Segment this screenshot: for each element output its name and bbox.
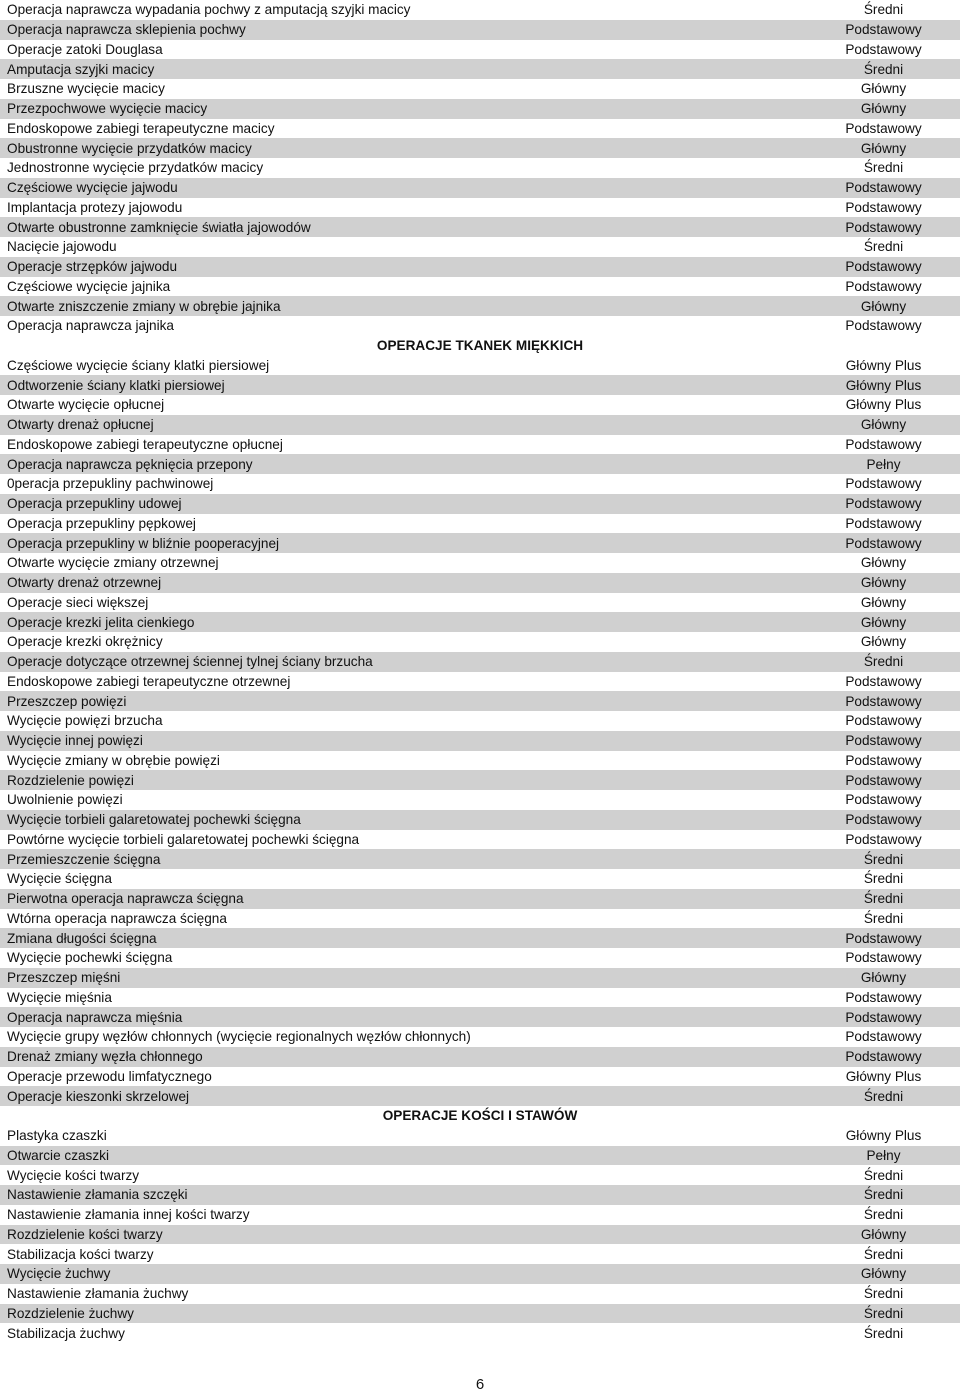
procedure-name: Przemieszczenie ścięgna [7,851,161,867]
procedure-name: Wycięcie powięzi brzucha [7,713,163,729]
procedure-name: Nastawienie złamania szczęki [7,1187,188,1203]
procedure-category: Podstawowy [845,950,922,966]
procedure-name: Endoskopowe zabiegi terapeutyczne otrzewnej [7,673,291,689]
table-row [0,494,960,514]
procedure-name: Wycięcie ścięgna [7,871,112,887]
procedure-name: Rozdzielenie powięzi [7,772,134,788]
procedure-name: Endoskopowe zabiegi terapeutyczne macicy [7,120,275,136]
procedure-name: Wycięcie kości twarzy [7,1167,140,1183]
table-row [0,553,960,573]
procedure-name: Wtórna operacja naprawcza ścięgna [7,910,227,926]
table-row [0,40,960,60]
table-row [0,316,960,336]
table-row [0,1047,960,1067]
procedure-category: Główny [860,101,907,117]
procedure-category: Podstawowy [845,812,922,828]
table-row [0,1264,960,1284]
procedure-category: Podstawowy [845,930,922,946]
table-row [0,296,960,316]
procedure-name: Wycięcie mięśnia [7,989,112,1005]
table-row [0,1304,960,1324]
procedure-category: Średni [863,1167,904,1183]
table-row [0,277,960,297]
procedure-name: Amputacja szyjki macicy [7,61,155,77]
table-row [0,198,960,218]
procedure-name: Nastawienie złamania żuchwy [7,1286,189,1302]
procedure-name: Operacje sieci większej [7,594,149,610]
table-row [0,849,960,869]
procedure-name: Wycięcie grupy węzłów chłonnych (wycięcie regionalnych węzłów chłonnych) [7,1029,471,1045]
table-row [0,99,960,119]
procedure-category: Główny [860,634,907,650]
procedure-name: Wycięcie innej powięzi [7,733,143,749]
table-row [0,573,960,593]
procedure-category: Podstawowy [845,752,922,768]
procedure-category: Główny [860,1226,907,1242]
procedure-category: Podstawowy [845,180,922,196]
procedure-category: Średni [863,910,904,926]
procedure-category: Podstawowy [845,436,922,452]
procedure-name: Obustronne wycięcie przydatków macicy [7,140,252,156]
table-row [0,612,960,632]
table-row [0,1126,960,1146]
table-row [0,593,960,613]
procedure-category: Średni [863,239,904,255]
procedure-name: Częściowe wycięcie ściany klatki piersiowej [7,357,270,373]
procedure-name: Operacja przepukliny pępkowej [7,515,196,531]
procedure-category: Podstawowy [845,673,922,689]
procedure-category: Średni [863,2,904,18]
procedure-name: Operacja naprawcza mięśnia [7,1009,183,1025]
table-row [0,415,960,435]
table-row [0,1067,960,1087]
procedure-name: Otwarte zniszczenie zmiany w obrębie jajnika [7,298,281,314]
procedure-name: Odtworzenie ściany klatki piersiowej [7,377,225,393]
table-row [0,1205,960,1225]
procedure-category: Główny Plus [845,1128,922,1144]
procedure-name: Operacja przepukliny w bliźnie pooperacyjnej [7,535,280,551]
table-row [0,928,960,948]
procedure-category: Główny [860,1266,907,1282]
procedure-name: Implantacja protezy jajowodu [7,199,183,215]
section-heading: OPERACJE KOŚCI I STAWÓW [0,1106,960,1126]
procedure-name: Pierwotna operacja naprawcza ścięgna [7,891,244,907]
table-row [0,711,960,731]
procedure-name: Endoskopowe zabiegi terapeutyczne opłucnej [7,436,283,452]
procedure-name: Przeszczep mięśni [7,970,121,986]
procedure-category: Główny Plus [845,377,922,393]
table-row [0,454,960,474]
procedure-category: Średni [863,1187,904,1203]
table-row [0,1027,960,1047]
table-row [0,1225,960,1245]
table-row [0,909,960,929]
procedure-name: Plastyka czaszki [7,1128,107,1144]
procedure-name: Wycięcie zmiany w obrębie powięzi [7,752,220,768]
table-row [0,869,960,889]
procedure-name: Wycięcie pochewki ścięgna [7,950,173,966]
table-row [0,1007,960,1027]
procedure-name: Powtórne wycięcie torbieli galaretowatej pochewki ścięgna [7,831,360,847]
procedure-category: Średni [863,1246,904,1262]
procedure-category: Średni [863,871,904,887]
procedure-name: Otwarty drenaż opłucnej [7,417,154,433]
procedure-category: Średni [863,891,904,907]
procedure-name: Otwarte obustronne zamknięcie światła jajowodów [7,219,311,235]
procedure-category: Średni [863,1286,904,1302]
procedure-category: Średni [863,654,904,670]
procedure-name: Operacja naprawcza jajnika [7,318,174,334]
procedure-name: 0peracja przepukliny pachwinowej [7,476,214,492]
procedure-category: Główny Plus [845,1068,922,1084]
table-row [0,435,960,455]
procedure-category: Główny [860,81,907,97]
table-row [0,731,960,751]
procedure-category: Główny [860,575,907,591]
table-row [0,0,960,20]
procedure-category: Średni [863,1207,904,1223]
procedure-category: Podstawowy [845,515,922,531]
procedure-category: Podstawowy [845,535,922,551]
procedure-category: Podstawowy [845,713,922,729]
procedure-category: Podstawowy [845,318,922,334]
table-row [0,988,960,1008]
procedure-category: Średni [863,851,904,867]
procedure-category: Podstawowy [845,22,922,38]
procedure-category: Podstawowy [845,1029,922,1045]
procedure-category: Główny [860,555,907,571]
procedure-category: Podstawowy [845,1009,922,1025]
procedure-category: Podstawowy [845,199,922,215]
procedure-category: Główny [860,594,907,610]
procedure-name: Operacja naprawcza sklepienia pochwy [7,22,246,38]
table-row [0,790,960,810]
procedure-category: Główny [860,298,907,314]
procedure-category: Podstawowy [845,792,922,808]
table-row [0,1165,960,1185]
table-row [0,178,960,198]
table-row [0,691,960,711]
table-row [0,1086,960,1106]
section-heading: OPERACJE TKANEK MIĘKKICH [0,336,960,356]
procedure-category: Średni [863,1088,904,1104]
procedure-category: Podstawowy [845,278,922,294]
procedure-category: Główny [860,614,907,630]
procedure-category: Główny [860,140,907,156]
procedure-name: Przeszczep powięzi [7,693,127,709]
table-row [0,1323,960,1343]
procedure-name: Operacje zatoki Douglasa [7,41,163,57]
procedure-category: Średni [863,160,904,176]
table-row [0,1244,960,1264]
table-row [0,79,960,99]
table-row [0,237,960,257]
table-row [0,810,960,830]
procedure-name: Operacja przepukliny udowej [7,496,182,512]
procedure-category: Główny [860,417,907,433]
page-number: 6 [475,1376,485,1393]
procedure-category: Główny Plus [845,357,922,373]
procedure-name: Stabilizacja żuchwy [7,1325,125,1341]
procedure-category: Podstawowy [845,733,922,749]
table-row [0,948,960,968]
procedure-name: Operacje krezki okrężnicy [7,634,163,650]
procedure-category: Średni [863,1305,904,1321]
table-row [0,257,960,277]
procedure-category: Podstawowy [845,259,922,275]
procedure-name: Otwarcie czaszki [7,1147,109,1163]
table-row [0,158,960,178]
procedure-name: Nastawienie złamania innej kości twarzy [7,1207,250,1223]
procedure-category: Pełny [866,1147,901,1163]
procedure-name: Częściowe wycięcie jajnika [7,278,171,294]
table-row [0,356,960,376]
procedure-category: Podstawowy [845,496,922,512]
procedure-name: Operacje kieszonki skrzelowej [7,1088,190,1104]
table-row [0,830,960,850]
procedure-name: Otwarte wycięcie opłucnej [7,397,165,413]
table-row [0,514,960,534]
table-row [0,474,960,494]
table-row [0,1185,960,1205]
procedure-category: Pełny [866,456,901,472]
procedure-name: Operacje przewodu limfatycznego [7,1068,212,1084]
procedure-category: Podstawowy [845,476,922,492]
table-row [0,968,960,988]
procedure-category: Podstawowy [845,989,922,1005]
procedure-name: Operacje krezki jelita cienkiego [7,614,195,630]
procedure-name: Częściowe wycięcie jajwodu [7,180,178,196]
procedure-category: Podstawowy [845,120,922,136]
table-row [0,751,960,771]
procedure-name: Zmiana długości ścięgna [7,930,157,946]
table-row [0,217,960,237]
procedure-name: Przezpochwowe wycięcie macicy [7,101,208,117]
procedure-name: Brzuszne wycięcie macicy [7,81,165,97]
table-row [0,632,960,652]
table-row [0,375,960,395]
procedure-name: Operacja naprawcza wypadania pochwy z amputacją szyjki macicy [7,2,411,18]
procedure-name: Nacięcie jajowodu [7,239,117,255]
table-row [0,20,960,40]
table-row [0,59,960,79]
procedure-category: Podstawowy [845,693,922,709]
procedure-name: Drenaż zmiany węzła chłonnego [7,1049,203,1065]
procedure-name: Otwarty drenaż otrzewnej [7,575,162,591]
table-row [0,889,960,909]
procedure-name: Operacje strzępków jajwodu [7,259,178,275]
procedure-category: Średni [863,61,904,77]
procedure-category: Podstawowy [845,219,922,235]
table-row [0,119,960,139]
procedure-category: Podstawowy [845,1049,922,1065]
procedure-name: Rozdzielenie kości twarzy [7,1226,163,1242]
procedure-name: Stabilizacja kości twarzy [7,1246,154,1262]
procedure-category: Średni [863,1325,904,1341]
table-row [0,672,960,692]
procedure-name: Uwolnienie powięzi [7,792,123,808]
table-row [0,1146,960,1166]
table-row [0,395,960,415]
procedure-category: Główny Plus [845,397,922,413]
table-row [0,138,960,158]
table-row [0,652,960,672]
procedure-name: Rozdzielenie żuchwy [7,1305,134,1321]
table-row [0,1284,960,1304]
procedure-name: Wycięcie żuchwy [7,1266,111,1282]
procedure-category: Podstawowy [845,772,922,788]
table-row [0,533,960,553]
procedure-category: Podstawowy [845,831,922,847]
procedure-name: Wycięcie torbieli galaretowatej pochewki ścięgna [7,812,301,828]
procedure-name: Jednostronne wycięcie przydatków macicy [7,160,264,176]
table-row [0,770,960,790]
procedure-name: Operacje dotyczące otrzewnej ściennej tylnej ściany brzucha [7,654,373,670]
procedure-category: Główny [860,970,907,986]
procedure-name: Otwarte wycięcie zmiany otrzewnej [7,555,219,571]
procedure-category: Podstawowy [845,41,922,57]
procedure-name: Operacja naprawcza pęknięcia przepony [7,456,253,472]
